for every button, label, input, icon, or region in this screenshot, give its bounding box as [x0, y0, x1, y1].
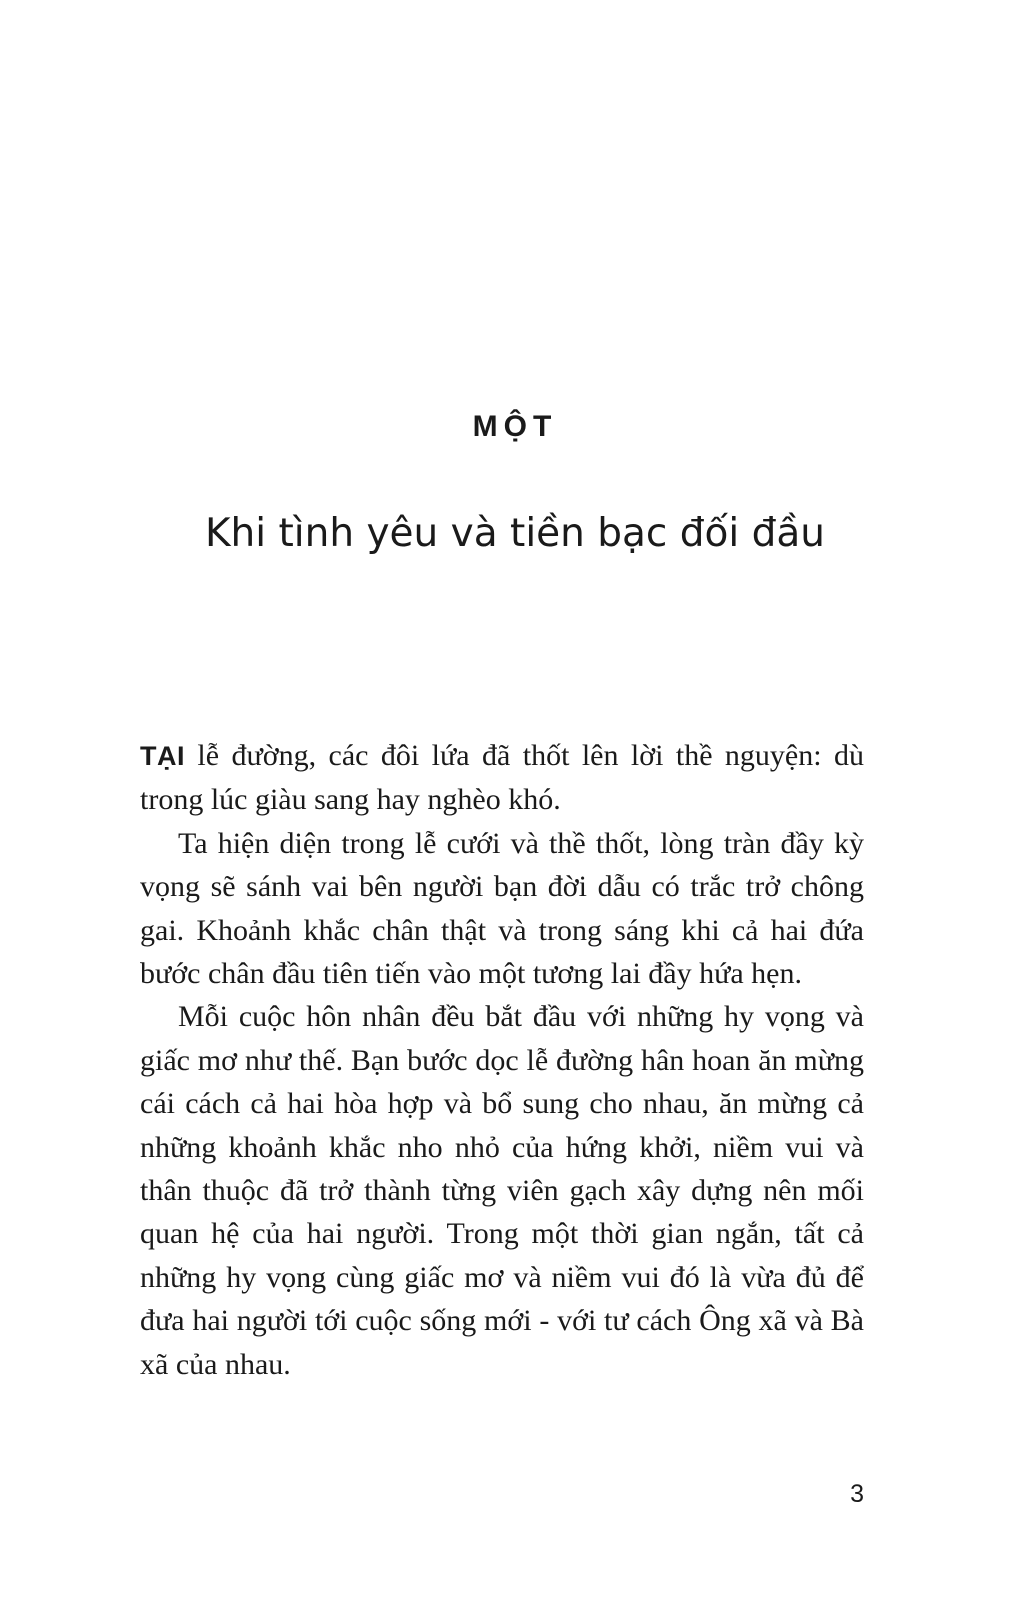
body-text: [140, 734, 864, 1386]
paragraph-2: Ta hiện diện trong lễ cưới và thề thốt, lòng tràn đầy kỳ vọng sẽ sánh vai bên người bạn đời dẫu có trắc trở chông gai. Khoảnh khắc chân thật và trong sáng khi cả hai đứa bước chân đầu tiên tiến vào một tương lai đầy hứa hẹn.: [140, 826, 864, 991]
paragraph-3: Mỗi cuộc hôn nhân đều bắt đầu với những hy vọng và giấc mơ như thế. Bạn bước dọc lễ đường hân hoan ăn mừng cái cách cả hai hòa hợp và bổ sung cho nhau, ăn mừng cả những khoảnh khắc nho nhỏ của hứng khởi, niềm vui và thân thuộc đã trở thành từng viên gạch xây dựng nên mối quan hệ của hai người. Trong một thời gian ngắn, tất cả những hy vọng cùng giấc mơ và niềm vui đó là vừa đủ để đưa hai người tới cuộc sống mới - với tư cách Ông xã và Bà xã của nhau.: [140, 1000, 864, 1381]
page-number: 3: [850, 1480, 864, 1508]
lead-word: TẠI: [140, 741, 185, 771]
paragraph-1: [140, 734, 864, 822]
chapter-label: MỘT: [472, 410, 558, 443]
chapter-title: Khi tình yêu và tiền bạc đối đầu: [204, 511, 825, 556]
paragraph-1-text: lễ đường, các đôi lứa đã thốt lên lời thề nguyện: dù trong lúc giàu sang hay nghèo khó.: [140, 739, 864, 817]
